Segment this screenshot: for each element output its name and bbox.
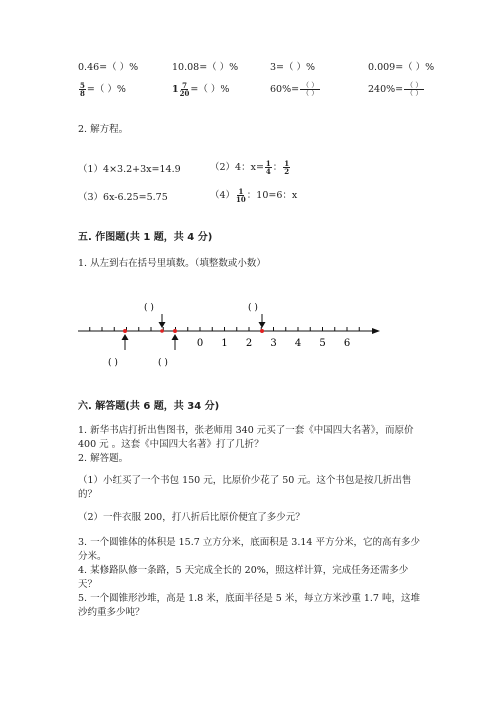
- bottom-blank-1: ( ): [108, 358, 118, 368]
- conversion-7: 60%= $\frac{( )}{( )}$: [270, 81, 319, 97]
- down-arrow-icon: [159, 314, 166, 328]
- top-blank-2: ( ): [248, 303, 258, 313]
- conversion-1: 0.46=（ ）%: [78, 62, 139, 73]
- problem-2-part-2: （2）一件衣服 200，打八折后比原价便宜了多少元？: [78, 512, 305, 523]
- tick-label: 3: [270, 338, 277, 349]
- conversion-4: 0.009=（ ）%: [368, 62, 435, 73]
- tick-label: 0: [196, 338, 204, 349]
- section-5-question-1: 1. 从左到右在括号里填数。（填整数或小数）: [78, 258, 266, 269]
- tick-label: 1: [221, 338, 228, 349]
- tick-label: 6: [343, 338, 351, 349]
- blank-fraction: $\frac{( )}{( )}$: [302, 81, 319, 97]
- fraction: $\frac{5}{8}$: [80, 81, 85, 98]
- axis-ticks: [90, 327, 360, 331]
- red-point: [160, 329, 164, 333]
- problem-5: 5. 一个圆锥形沙堆，高是 1.8 米，底面半径是 5 米，每立方米沙重 1.7 吨，这堆沙约重多少吨？: [78, 593, 420, 618]
- red-point: [173, 329, 177, 333]
- up-arrow-icon: [122, 334, 129, 350]
- tick-label: 4: [294, 338, 302, 349]
- equation-3: （3）6x-6.25=5.75: [78, 192, 168, 203]
- conversion-8: 240%= $\frac{( )}{( )}$: [368, 81, 423, 97]
- bottom-blank-2: ( ): [158, 358, 168, 368]
- fraction: $\frac{1}{2}$: [284, 159, 290, 176]
- conversion-3: 3=（ ）%: [270, 62, 316, 73]
- equation-1: （1）4×3.2+3x=14.9: [78, 164, 181, 175]
- tick-labels: [197, 338, 350, 349]
- conversion-2: 10.08=（ ）%: [172, 62, 239, 73]
- problem-2: 2. 解答题。: [78, 453, 129, 464]
- conversion-5: $\frac{5}{8}$ =（ ）%: [80, 81, 126, 98]
- equations-heading: 2. 解方程。: [78, 124, 129, 135]
- problem-2-part-1: （1）小红买了一个书包 150 元，比原价少花了 50 元。这个书包是按几折出售的？: [78, 475, 412, 500]
- problem-4: 4. 某修路队修一条路，5 天完成全长的 20%，照这样计算，完成任务还需多少天？: [78, 565, 409, 590]
- red-point: [123, 329, 127, 333]
- equation-2: （2）4：x= $\frac{1}{4}$ ： $\frac{1}{2}$: [210, 159, 290, 176]
- section-5-title: 五. 作图题(共 1 题，共 4 分): [78, 232, 213, 243]
- fraction: $\frac{1}{10}$: [236, 187, 246, 204]
- top-blank-1: ( ): [144, 303, 154, 313]
- up-arrow-icon: [172, 334, 179, 350]
- problem-1: 1. 新华书店打折出售图书，张老师用 340 元买了一套《中国四大名著》，而原价 400 元 。这套《中国四大名著》打了几折？: [78, 425, 414, 450]
- fraction: $\frac{1}{4}$: [265, 159, 271, 176]
- axis-arrow-icon: [372, 328, 380, 334]
- number-line: [70, 292, 390, 372]
- tick-label: 2: [245, 338, 253, 349]
- down-arrow-icon: [259, 314, 266, 328]
- red-point: [260, 329, 264, 333]
- conversion-6: 1 $\frac{7}{20}$ =（ ）%: [172, 81, 230, 98]
- problem-3: 3. 一个圆锥体的体积是 15.7 立方分米，底面积是 3.14 平方分米，它的高有多少分米。: [78, 537, 420, 562]
- equation-4: （4） $\frac{1}{10}$ ：10=6：x: [210, 187, 298, 204]
- fraction: $\frac{7}{20}$: [179, 81, 190, 98]
- blank-fraction: $\frac{( )}{( )}$: [406, 81, 423, 97]
- section-6-title: 六. 解答题(共 6 题，共 34 分): [78, 401, 220, 412]
- tick-label: 5: [319, 338, 326, 349]
